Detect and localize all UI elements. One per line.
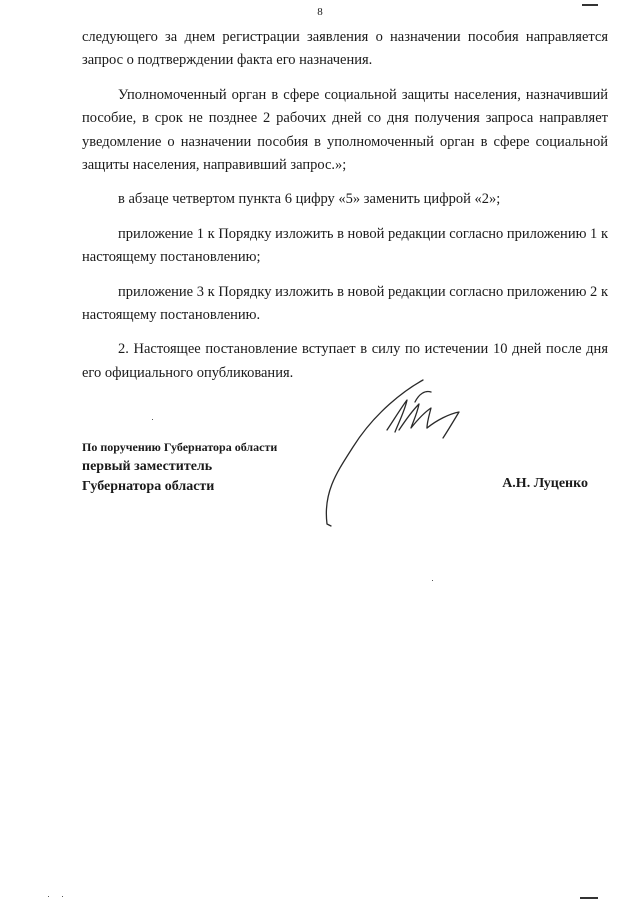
scan-speck (62, 896, 63, 897)
paragraph-notification: Уполномоченный орган в сфере социальной защиты населения, назначивший пособие, в срок не позднее 2 рабочих дней со дня получения запроса направляет уведомление о назначении пособия в уполномоченный орган в сфере социальной защиты населения, направивший запрос.»; (82, 86, 608, 174)
signatory-position: первый заместитель (82, 459, 213, 474)
paragraph-continuation: следующего за днем регистрации заявления о назначении пособия направляется запрос о подтверждении факта его назначения. (82, 29, 608, 69)
scan-mark-bottom (580, 897, 598, 899)
scan-speck (432, 580, 433, 581)
paragraph-appendix-3: приложение 3 к Порядку изложить в новой редакции согласно приложению 2 к настоящему постановлению. (82, 283, 608, 324)
paragraph-effective-date: 2. Настоящее постановление вступает в силу по истечении 10 дней после дня его официального опубликования. (82, 341, 608, 381)
signatory-name: А.Н. Луценко (502, 476, 588, 491)
scan-speck (48, 896, 49, 897)
scan-speck (152, 419, 153, 420)
paragraph-amendment-point-6: в абзаце четвертом пункта 6 цифру «5» заменить цифрой «2»; (118, 191, 501, 208)
page-number: 8 (317, 6, 323, 18)
signatory-position-cont: Губернатора области (82, 479, 215, 494)
document-body (82, 26, 608, 396)
signatory-authority: По поручению Губернатора области (82, 440, 278, 454)
paragraph-appendix-1: приложение 1 к Порядку изложить в новой редакции согласно приложению 1 к настоящему постановлению; (82, 225, 608, 266)
signatory-title-block (82, 437, 277, 497)
handwritten-signature (315, 372, 475, 532)
